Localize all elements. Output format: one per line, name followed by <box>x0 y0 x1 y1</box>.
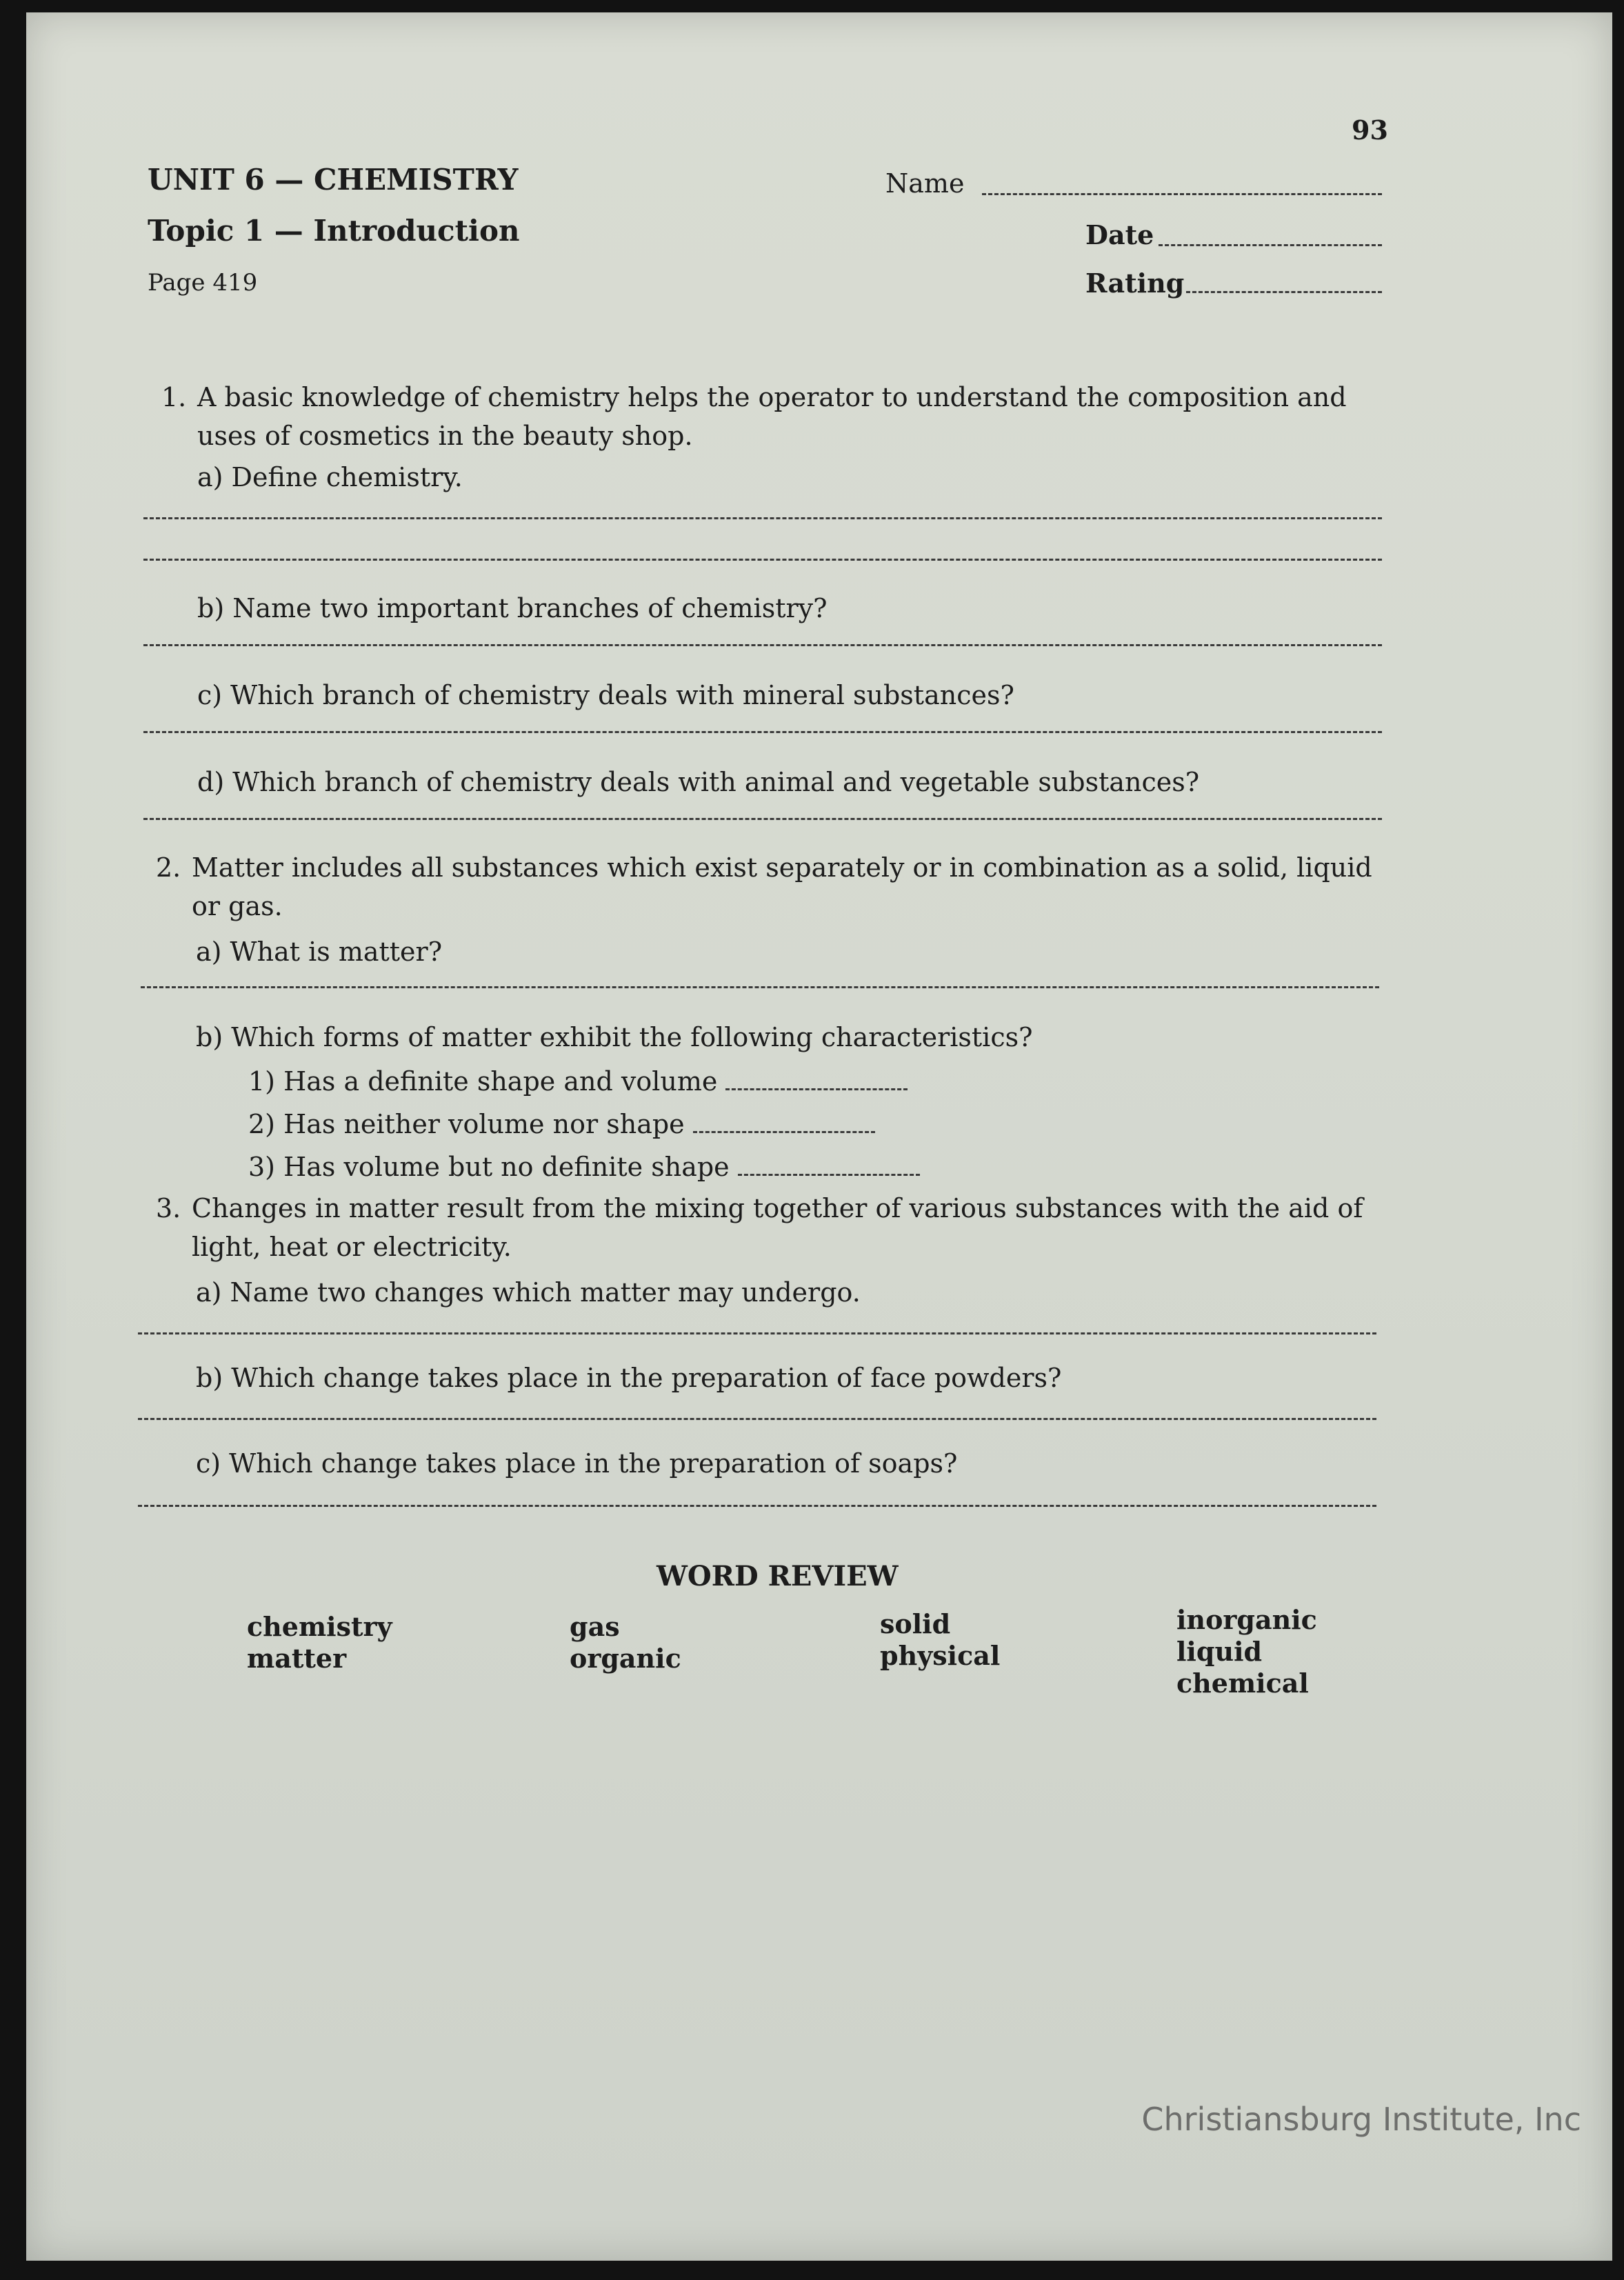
answer-line-3b <box>138 1418 1376 1420</box>
date-label: Date <box>1085 219 1154 250</box>
answer-blank-2b3 <box>738 1153 920 1176</box>
word-chemistry: chemistry <box>247 1611 392 1642</box>
rating-field-line <box>1186 291 1382 293</box>
q1-text: A basic knowledge of chemistry helps the operator to understand the composition and uses of cosmetics in the beauty shop. <box>197 382 1347 451</box>
word-review-col-2 <box>570 1611 681 1674</box>
q2-b2-text: 2) Has neither volume nor shape <box>248 1109 685 1139</box>
unit-title: UNIT 6 — CHEMISTRY <box>148 163 519 197</box>
q2-b: b) Which forms of matter exhibit the following characteristics? <box>196 1022 1033 1052</box>
word-solid: solid <box>880 1608 951 1639</box>
q3-number: 3. <box>156 1193 181 1223</box>
q2-b3 <box>248 1152 920 1182</box>
word-gas: gas <box>570 1611 620 1642</box>
name-label: Name <box>885 168 965 199</box>
topic-title: Topic 1 — Introduction <box>148 214 520 248</box>
word-chemical: chemical <box>1176 1668 1309 1699</box>
answer-line-1c <box>143 731 1382 733</box>
word-review-col-4 <box>1176 1604 1317 1699</box>
answer-line-2a <box>141 986 1379 988</box>
word-review-title: WORD REVIEW <box>656 1560 899 1592</box>
answer-blank-2b2 <box>693 1110 875 1133</box>
answer-line-1b <box>143 644 1382 646</box>
q3-c: c) Which change takes place in the preparation of soaps? <box>196 1448 958 1479</box>
rating-label: Rating <box>1085 268 1185 299</box>
answer-line-1a-1 <box>143 517 1382 519</box>
q2-b1-text: 1) Has a definite shape and volume <box>248 1066 718 1097</box>
answer-line-3a <box>138 1332 1376 1334</box>
q1-number: 1. <box>161 382 187 412</box>
q2-text: Matter includes all substances which exist separately or in combination as a solid, liquid or gas. <box>192 852 1372 921</box>
answer-line-1d <box>143 818 1382 820</box>
q3-a: a) Name two changes which matter may undergo. <box>196 1277 861 1308</box>
answer-blank-2b1 <box>725 1068 908 1090</box>
word-organic: organic <box>570 1643 681 1674</box>
q2-b3-text: 3) Has volume but no definite shape <box>248 1152 730 1182</box>
q3-b: b) Which change takes place in the preparation of face powders? <box>196 1363 1062 1393</box>
q2-b2 <box>248 1109 875 1139</box>
answer-line-1a-2 <box>143 559 1382 561</box>
q1-d: d) Which branch of chemistry deals with animal and vegetable substances? <box>197 767 1200 797</box>
word-liquid: liquid <box>1176 1636 1263 1667</box>
q1-b: b) Name two important branches of chemistry? <box>197 593 828 623</box>
page-number: 93 <box>1352 114 1388 146</box>
word-inorganic: inorganic <box>1176 1604 1317 1635</box>
q2-number: 2. <box>156 852 181 883</box>
q2-a: a) What is matter? <box>196 937 443 967</box>
word-review-col-3 <box>880 1608 1000 1672</box>
word-physical: physical <box>880 1640 1001 1671</box>
q1-c: c) Which branch of chemistry deals with mineral substances? <box>197 680 1014 710</box>
worksheet-page <box>26 12 1612 2261</box>
watermark-text: Christiansburg Institute, Inc <box>1141 2101 1581 2138</box>
word-matter: matter <box>247 1643 347 1674</box>
q3-text: Changes in matter result from the mixing together of various substances with the aid of light, heat or electricity. <box>192 1193 1363 1262</box>
answer-line-3c <box>138 1505 1376 1507</box>
word-review-col-1 <box>247 1611 392 1674</box>
q2-b1 <box>248 1066 908 1097</box>
name-field-line <box>982 193 1382 195</box>
page-reference: Page 419 <box>148 269 258 297</box>
q1-a: a) Define chemistry. <box>197 462 463 492</box>
date-field-line <box>1159 244 1382 246</box>
